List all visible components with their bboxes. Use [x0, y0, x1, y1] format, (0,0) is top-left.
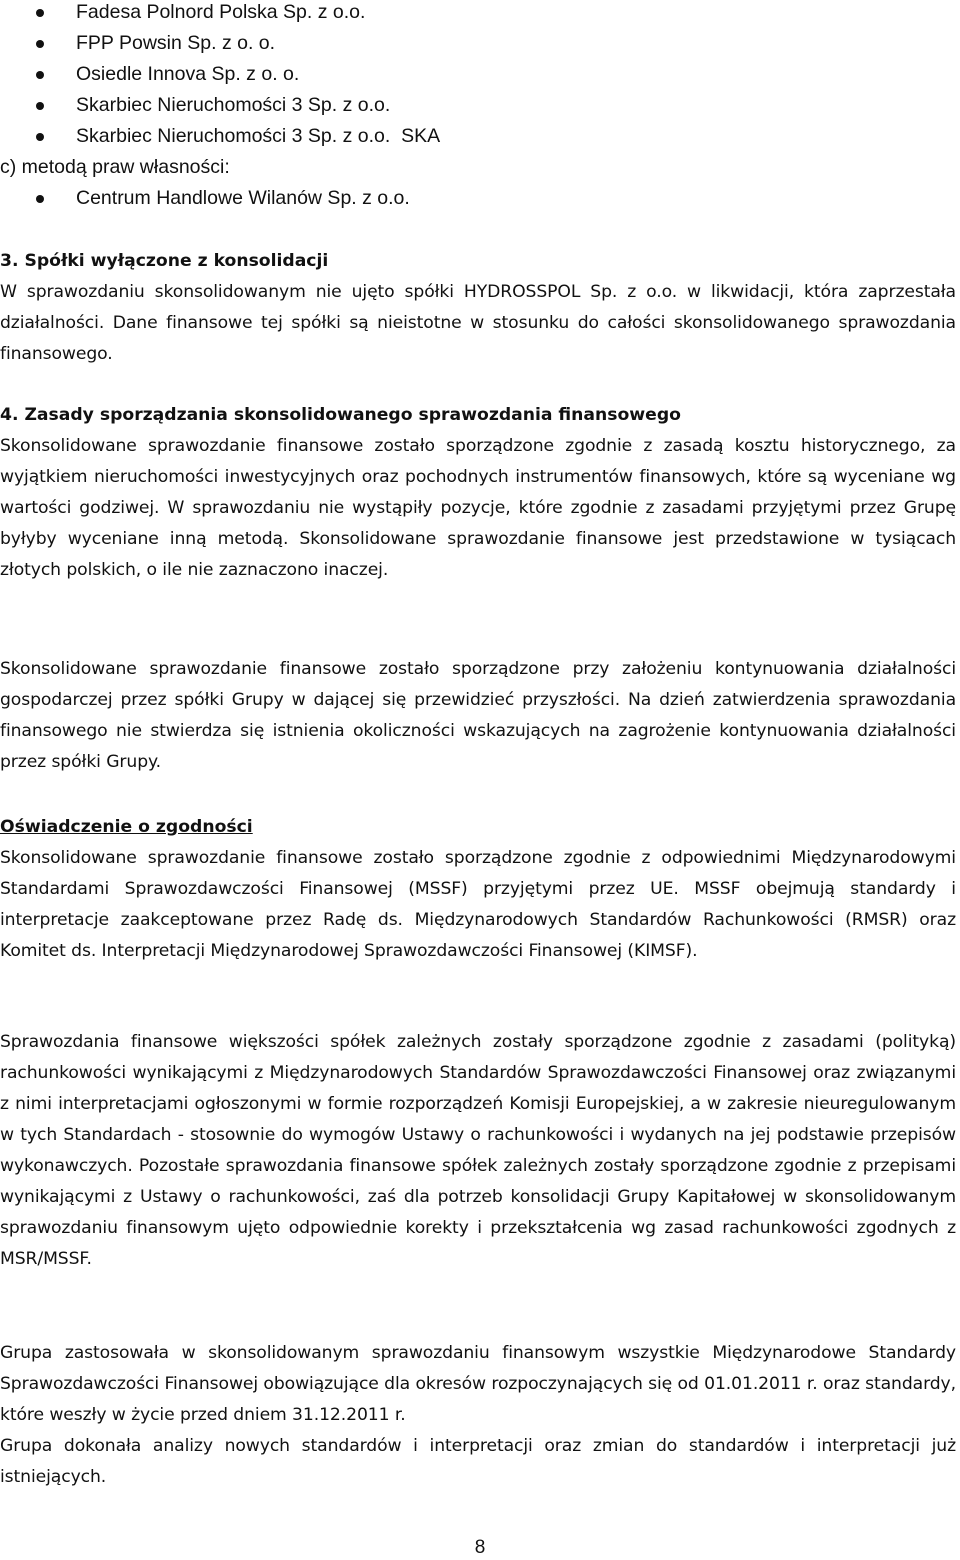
paragraph: Grupa dokonała analizy nowych standardów i interpretacji oraz zmian do standardów i interpretacji już istniejących. — [0, 1436, 956, 1487]
section-heading: 3. Spółki wyłączone z konsolidacji — [0, 251, 329, 271]
paragraph: Sprawozdania finansowe większości spółek zależnych zostały sporządzone zgodnie z zasadami (polityką) rachunkowości wynikającymi z Międzynarodowych Standardów Sprawozdawczości Finansowej oraz związanymi z nimi interpretacjami ogłoszonymi w formie rozporządzeń Komisji Europejskiej, a w zakresie nieuregulowanym w tych Standardach - stosownie do wymogów Ustawy o rachunkowości i wydanych na jej podstawie przepisów wykonawczych. Pozostałe sprawozdania finansowe spółek zależnych zostały sporządzone zgodnie z przepisami wynikającymi z Ustawy o rachunkowości, zaś dla potrzeb konsolidacji Grupy Kapitałowej w skonsolidowanym sprawozdaniu finansowym ujęto odpowiednie korekty i przekształcenia wg zasad rachunkowości zgodnych z MSR/MSSF. — [0, 1032, 956, 1269]
paragraph: W sprawozdaniu skonsolidowanym nie ujęto spółki HYDROSSPOL Sp. z o.o. w likwidacji, która zaprzestała działalności. Dane finansowe tej spółki są nieistotne w stosunku do całości skonsolidowanego sprawozdania finansowego. — [0, 282, 956, 364]
going-concern-paragraph — [0, 654, 956, 778]
list-item: Skarbiec Nieruchomości 3 Sp. z o.o. SKA — [76, 121, 440, 152]
paragraph: Skonsolidowane sprawozdanie finansowe zostało sporządzone przy założeniu kontynuowania działalności gospodarczej przez spółki Grupy w dającej się przewidzieć przyszłości. Na dzień zatwierdzenia sprawozdania finansowego nie stwierdza się istnienia okoliczności wskazujących na zagrożenie kontynuowania działalności przez spółki Grupy. — [0, 659, 956, 772]
list-item: Centrum Handlowe Wilanów Sp. z o.o. — [76, 183, 410, 214]
bullet-icon — [36, 102, 44, 110]
standards-applied-paragraph — [0, 1338, 956, 1493]
bullet-icon — [36, 9, 44, 17]
list-item: Fadesa Polnord Polska Sp. z o.o. — [76, 0, 365, 28]
bullet-icon — [36, 133, 44, 141]
page-number: 8 — [474, 1537, 486, 1558]
section-preparation-principles — [0, 400, 956, 586]
subsidiaries-statements-paragraph — [0, 1027, 956, 1275]
list-item: Skarbiec Nieruchomości 3 Sp. z o.o. — [76, 90, 390, 121]
section-excluded-companies — [0, 246, 956, 370]
section-c-label: c) metodą praw własności: — [0, 156, 230, 178]
list-item: FPP Powsin Sp. z o. o. — [76, 28, 275, 59]
paragraph: Skonsolidowane sprawozdanie finansowe zostało sporządzone zgodnie z odpowiednimi Międzynarodowymi Standardami Sprawozdawczości Finansowej (MSSF) przyjętymi przez UE. MSSF obejmują standardy i interpretacje zaakceptowane przez Radę ds. Międzynarodowych Standardów Rachunkowości (RMSR) oraz Komitet ds. Interpretacji Międzynarodowej Sprawozdawczości Finansowej (KIMSF). — [0, 848, 956, 961]
paragraph: Grupa zastosowała w skonsolidowanym sprawozdaniu finansowym wszystkie Międzynarodowe Standardy Sprawozdawczości Finansowej obowiązujące dla okresów rozpoczynających się od 01.01.2011 r. oraz standardy, które weszły w życie przed dniem 31.12.2011 r. — [0, 1343, 956, 1425]
bullet-icon — [36, 40, 44, 48]
section-heading: Oświadczenie o zgodności — [0, 817, 253, 837]
bullet-icon — [36, 71, 44, 79]
bullet-icon — [36, 195, 44, 203]
list-item: Osiedle Innova Sp. z o. o. — [76, 59, 299, 90]
section-compliance-statement — [0, 812, 956, 967]
section-heading: 4. Zasady sporządzania skonsolidowanego sprawozdania finansowego — [0, 405, 681, 425]
paragraph: Skonsolidowane sprawozdanie finansowe zostało sporządzone zgodnie z zasadą kosztu historycznego, za wyjątkiem nieruchomości inwestycyjnych oraz pochodnych instrumentów finansowych, które są wyceniane wg wartości godziwej. W sprawozdaniu nie wystąpiły pozycje, które zgodnie z zasadami przyjętymi przez Grupę byłyby wyceniane inną metodą. Skonsolidowane sprawozdanie finansowe jest przedstawione w tysiącach złotych polskich, o ile nie zaznaczono inaczej. — [0, 436, 956, 580]
